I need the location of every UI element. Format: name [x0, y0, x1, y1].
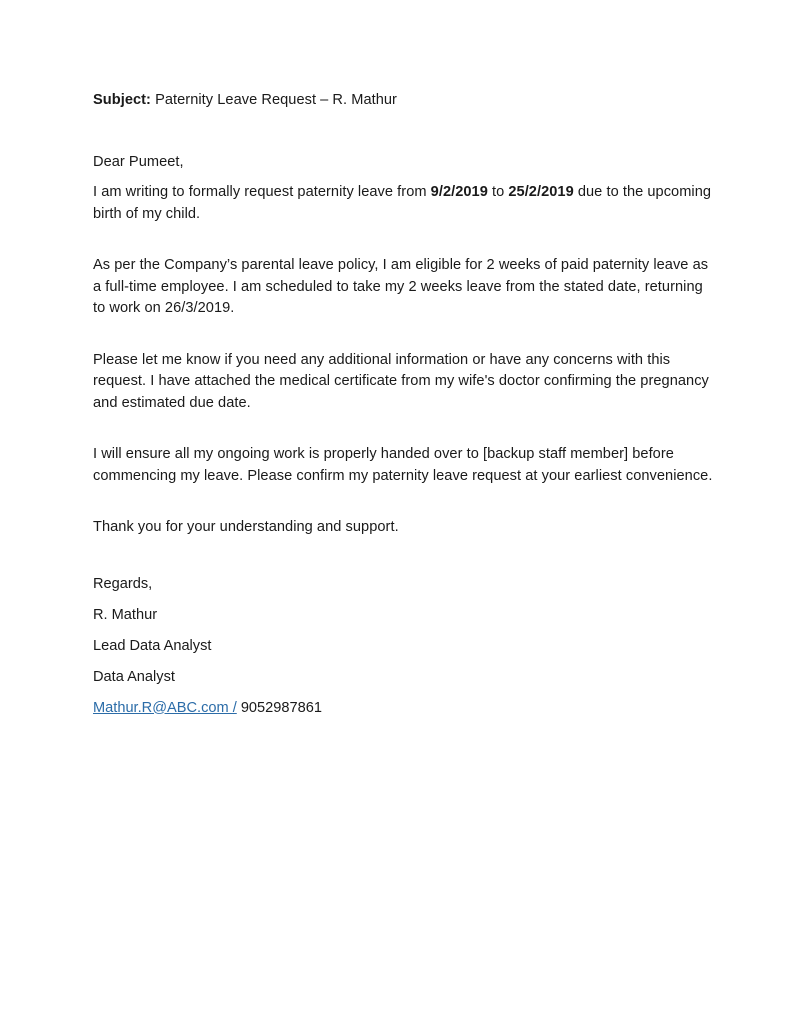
spacer-3 [93, 414, 713, 444]
paragraph-handover: I will ensure all my ongoing work is properly handed over to [backup staff member] before commencing my leave. Please confirm my paternity leave request at your earliest convenience. [93, 446, 713, 484]
spacer-4 [93, 487, 713, 517]
subject-label: Subject: [93, 92, 151, 108]
phone-number: 9052987861 [236, 699, 322, 716]
request-text-intro: I am writing to formally request paternity leave from [93, 184, 431, 200]
spacer-after-subject [93, 112, 713, 152]
leave-end-date: 25/2/2019 [508, 184, 574, 200]
signature-contact-line [93, 693, 713, 724]
subject-line [93, 90, 713, 112]
spacer-2 [93, 320, 713, 350]
signature-title-secondary: Data Analyst [93, 668, 175, 685]
email-link[interactable]: Mathur.R@ABC.com / [93, 699, 237, 716]
signature-closing: Regards, [93, 575, 153, 592]
paragraph-policy-eligibility: As per the Company’s parental leave policy, I am eligible for 2 weeks of paid paternity leave as a full-time employee. I am scheduled to take my 2 weeks leave from the stated date, returning to work on 26/3/2019. [93, 257, 709, 316]
paragraph-additional-information: Please let me know if you need any additional information or have any concerns with this request. I have attached the medical certificate from my wife's doctor confirming the pregnancy and estimated due date. [93, 351, 709, 411]
signature-title-primary: Lead Data Analyst [93, 637, 212, 654]
spacer-1 [93, 225, 713, 255]
paragraph-thanks: Thank you for your understanding and support. [93, 519, 399, 535]
paragraph-request-dates [93, 182, 713, 225]
spacer-after-salutation [93, 173, 713, 182]
request-text-outro: due to the upcoming birth of my child. [93, 184, 712, 222]
leave-start-date: 9/2/2019 [430, 184, 488, 200]
signature-name: R. Mathur [93, 606, 158, 623]
salutation: Dear Pumeet, [93, 153, 184, 170]
letter-body [93, 90, 713, 724]
subject-text: Paternity Leave Request – R. Mathur [150, 92, 397, 108]
date-connector: to [487, 184, 509, 200]
spacer-before-signature [93, 539, 713, 569]
